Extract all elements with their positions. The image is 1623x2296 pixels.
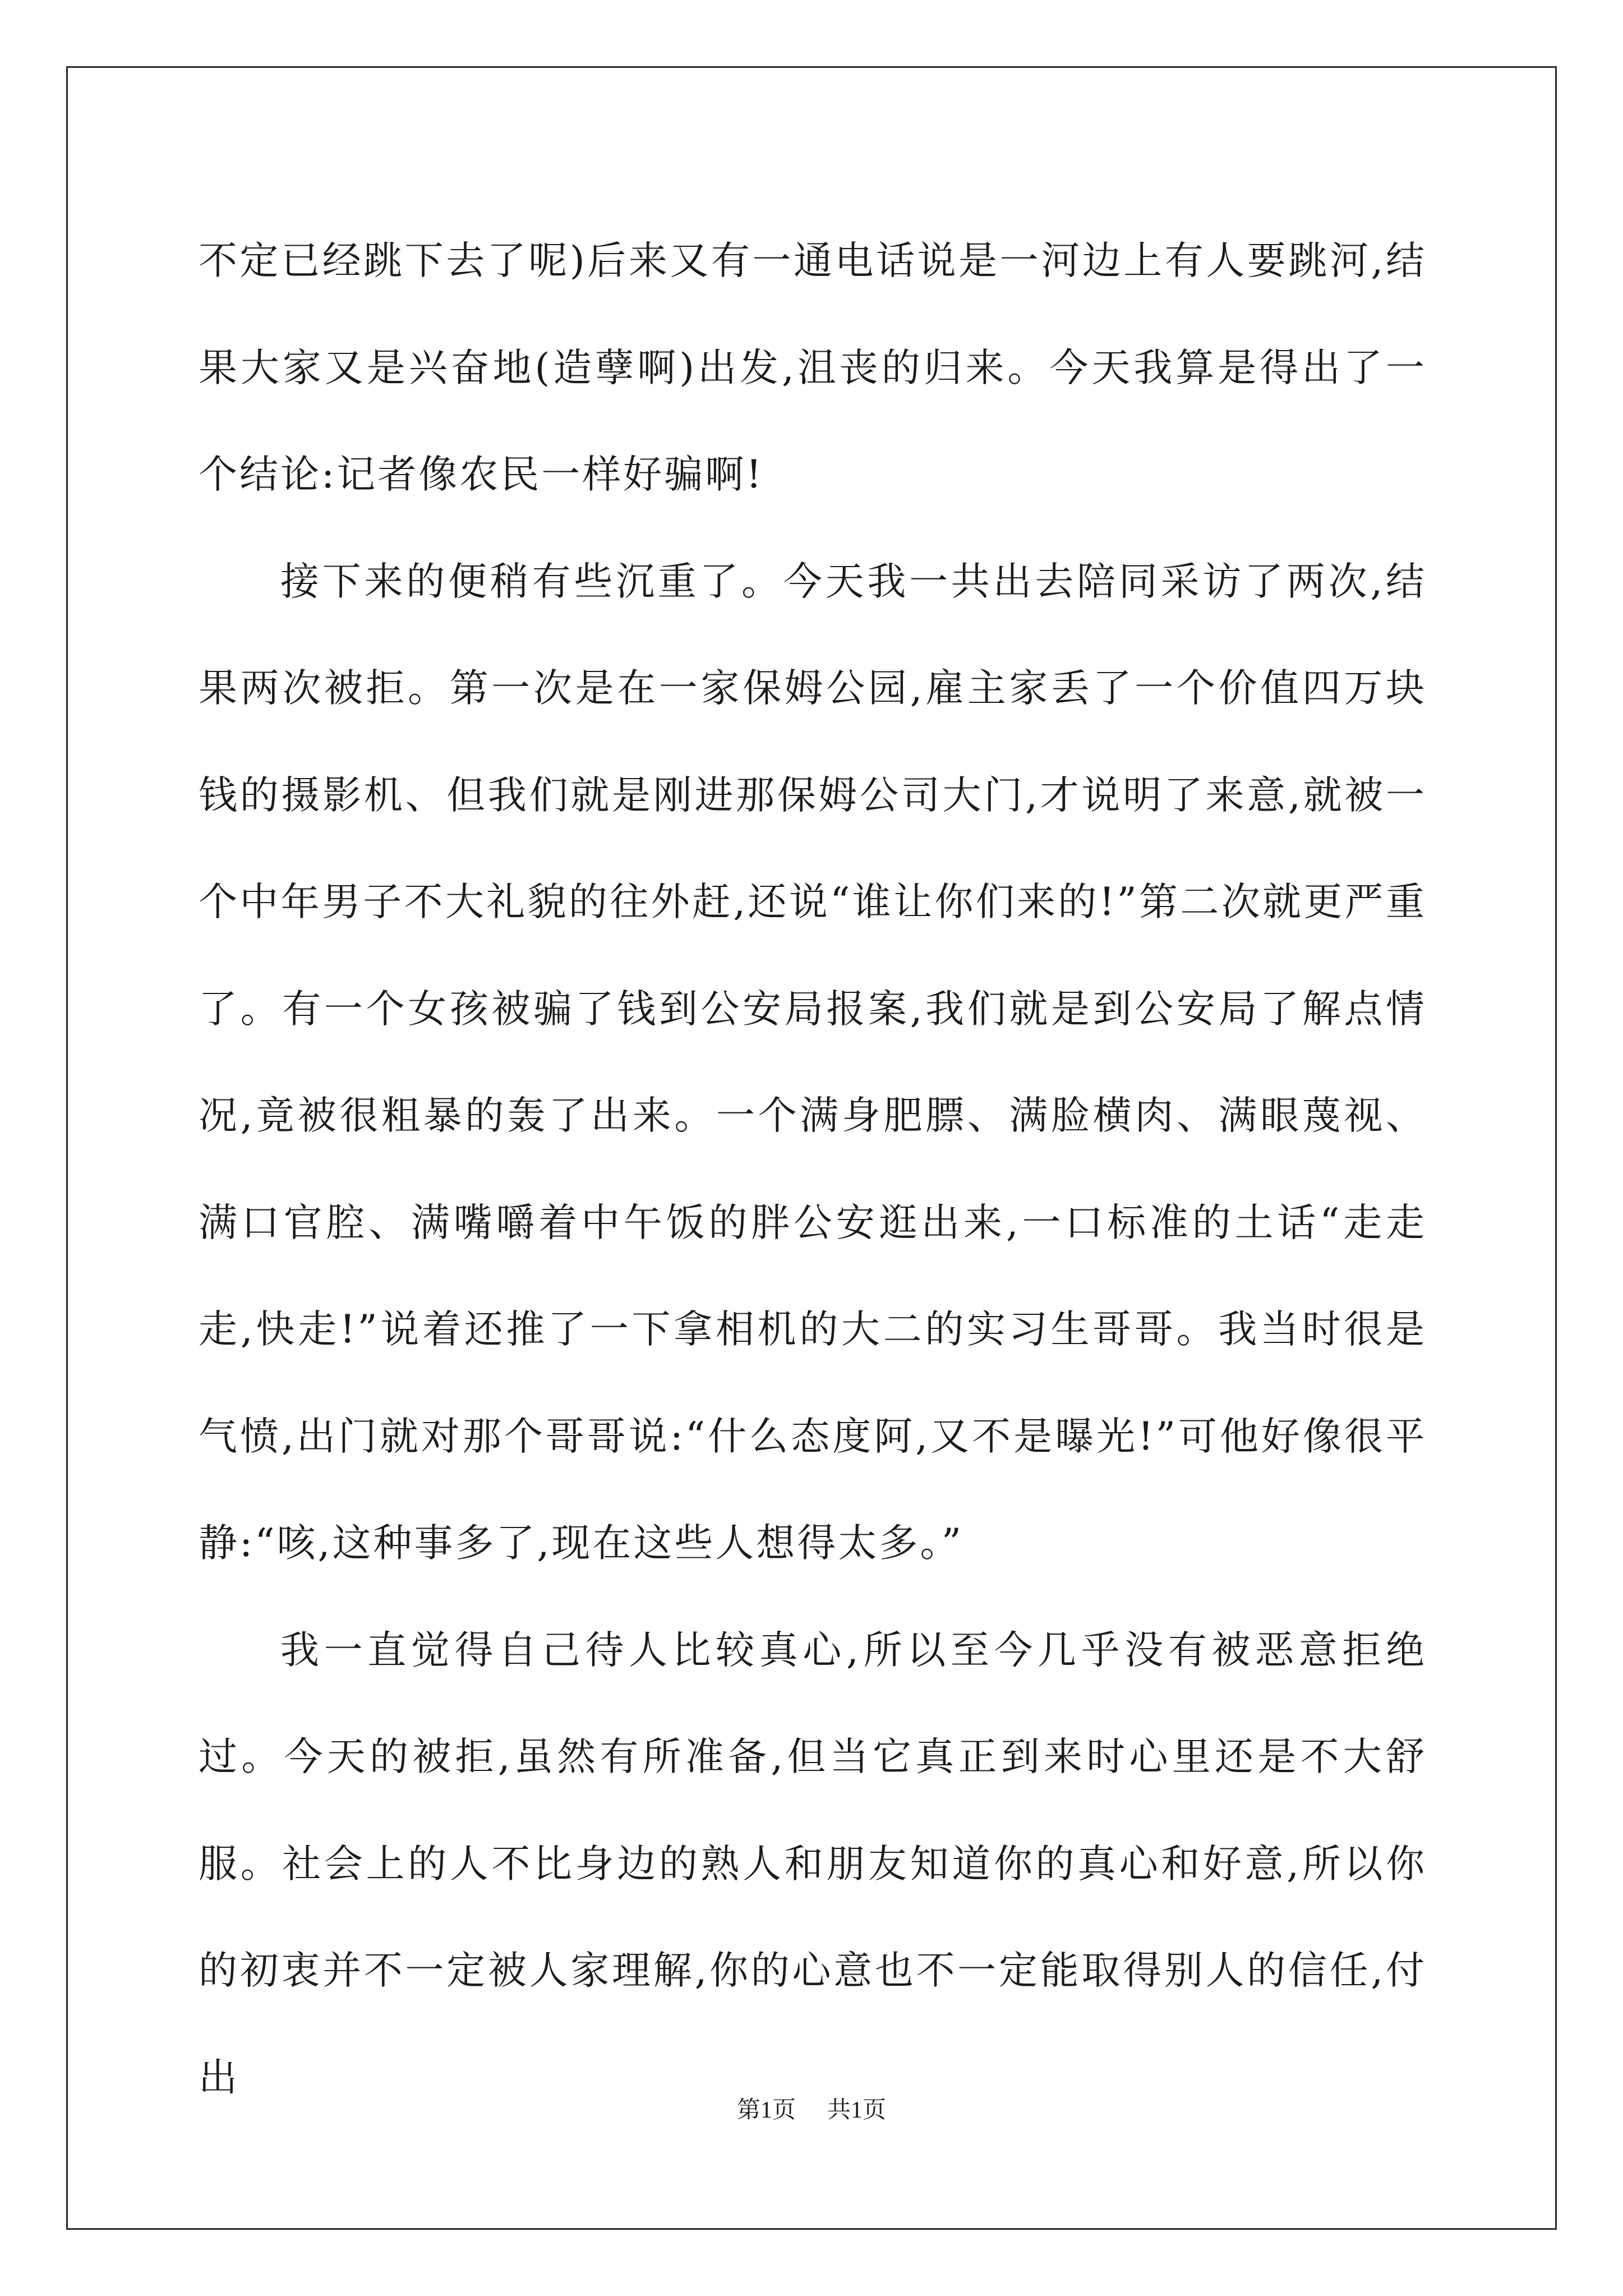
paragraph-2: 接下来的便稍有些沉重了。今天我一共出去陪同采访了两次,结果两次被拒。第一次是在一家保姆公园,雇主家丢了一个价值四万块钱的摄影机、但我们就是刚进那保姆公司大门,才说明了来意,就被一个中年男子不大礼貌的往外赶,还说“谁让你们来的!”第二次就更严重了。有一个女孩被骗了钱到公安局报案,我们就是到公安局了解点情况,竟被很粗暴的轰了出来。一个满身肥膘、满脸横肉、满眼蔑视、满口官腔、满嘴嚼着中午饭的胖公安逛出来,一口标准的土话“走走走,快走!”说着还推了一下拿相机的大二的实习生哥哥。我当时很是气愤,出门就对那个哥哥说:“什么态度阿,又不是曝光!”可他好像很平静:“咳,这种事多了,现在这些人想得太多。”: [199, 559, 1427, 1566]
paragraph-3: 我一直觉得自己待人比较真心,所以至今几乎没有被恶意拒绝过。今天的被拒,虽然有所准备,但当它真正到来时心里还是不大舒服。社会上的人不比身边的熟人和朋友知道你的真心和好意,所以你的初衷并不一定被人家理解,你的心意也不一定能取得别人的信任,付出: [199, 1627, 1427, 2100]
page-footer: [0, 2091, 1623, 2125]
paragraph-1: 不定已经跳下去了呢)后来又有一通电话说是一河边上有人要跳河,结果大家又是兴奋地(造孽啊)出发,沮丧的归来。今天我算是得出了一个结论:记者像农民一样好骗啊!: [199, 238, 1427, 497]
page-total: 共1页: [827, 2097, 887, 2123]
document-body: [199, 208, 1427, 2131]
page-number: 第1页: [736, 2097, 796, 2123]
